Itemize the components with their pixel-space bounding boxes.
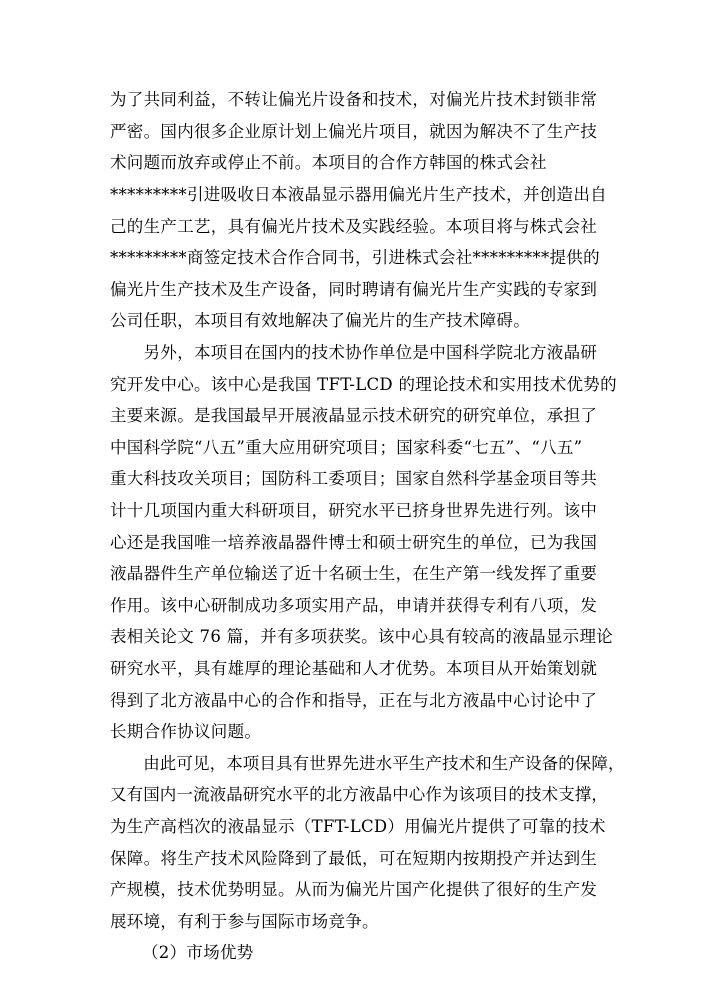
paragraph-3-line: 由此可见，本项目具有世界先进水平生产技术和生产设备的保障， <box>110 754 625 773</box>
paragraph-2-line: 得到了北方液晶中心的合作和指导，正在与北方液晶中心讨论中了 <box>110 691 598 710</box>
paragraph-2-line: 研究水平，具有雄厚的理论基础和人才优势。本项目从开始策划就 <box>110 659 598 678</box>
paragraph-1-line: 偏光片生产技术及生产设备，同时聘请有偏光片生产实践的专家到 <box>110 280 598 299</box>
paragraph-1-line: 己的生产工艺，具有偏光片技术及实践经验。本项目将与株式会社 <box>110 217 598 236</box>
paragraph-2-line: 重大科技攻关项目；国防科工委项目；国家自然科学基金项目等共 <box>110 469 598 488</box>
paragraph-2-line: 长期合作协议问题。 <box>110 722 262 741</box>
paragraph-2-line: 液晶器件生产单位输送了近十名硕士生，在生产第一线发挥了重要 <box>110 564 598 583</box>
paragraph-1-line: 公司任职，本项目有效地解决了偏光片的生产技术障碍。 <box>110 311 530 330</box>
paragraph-3-line: 又有国内一流液晶研究水平的北方液晶中心作为该项目的技术支撑， <box>110 785 608 804</box>
paragraph-1-line: 严密。国内很多企业原计划上偏光片项目，就因为解决不了生产技 <box>110 122 598 141</box>
paragraph-3-line: 产规模，技术优势明显。从而为偏光片国产化提供了很好的生产发 <box>110 880 598 899</box>
paragraph-2-line: 表相关论文 76 篇，并有多项获奖。该中心具有较高的液晶显示理论 <box>110 627 614 646</box>
paragraph-1-line: *********商签定技术合作合同书，引进株式会社*********提供的 <box>110 248 600 267</box>
paragraph-1-line: *********引进吸收日本液晶显示器用偏光片生产技术，并创造出自 <box>110 185 607 204</box>
paragraph-2-line: 另外，本项目在国内的技术协作单位是中国科学院北方液晶研 <box>110 343 598 362</box>
section-subheading: （2）市场优势 <box>142 943 254 962</box>
paragraph-3-line: 为生产高档次的液晶显示（TFT-LCD）用偏光片提供了可靠的技术 <box>110 817 606 836</box>
paragraph-3-line: 保障。将生产技术风险降到了最低，可在短期内按期投产并达到生 <box>110 849 598 868</box>
paragraph-1-line: 术问题而放弃或停止不前。本项目的合作方韩国的株式会社 <box>110 153 547 172</box>
paragraph-1-line: 为了共同利益，不转让偏光片设备和技术，对偏光片技术封锁非常 <box>110 90 598 109</box>
paragraph-3-line: 展环境，有利于参与国际市场竞争。 <box>110 912 379 931</box>
paragraph-2-line: 究开发中心。该中心是我国 TFT-LCD 的理论技术和实用技术优势的 <box>110 375 617 394</box>
paragraph-2-line: 主要来源。是我国最早开展液晶显示技术研究的研究单位，承担了 <box>110 406 598 425</box>
paragraph-2-line: 中国科学院“八五”重大应用研究项目；国家科委“七五”、“八五” <box>110 438 583 457</box>
paragraph-2-line: 作用。该中心研制成功多项实用产品，申请并获得专利有八项，发 <box>110 596 598 615</box>
paragraph-2-line: 计十几项国内重大科研项目，研究水平已挤身世界先进行列。该中 <box>110 501 598 520</box>
paragraph-2-line: 心还是我国唯一培养液晶器件博士和硕士研究生的单位，已为我国 <box>110 533 598 552</box>
